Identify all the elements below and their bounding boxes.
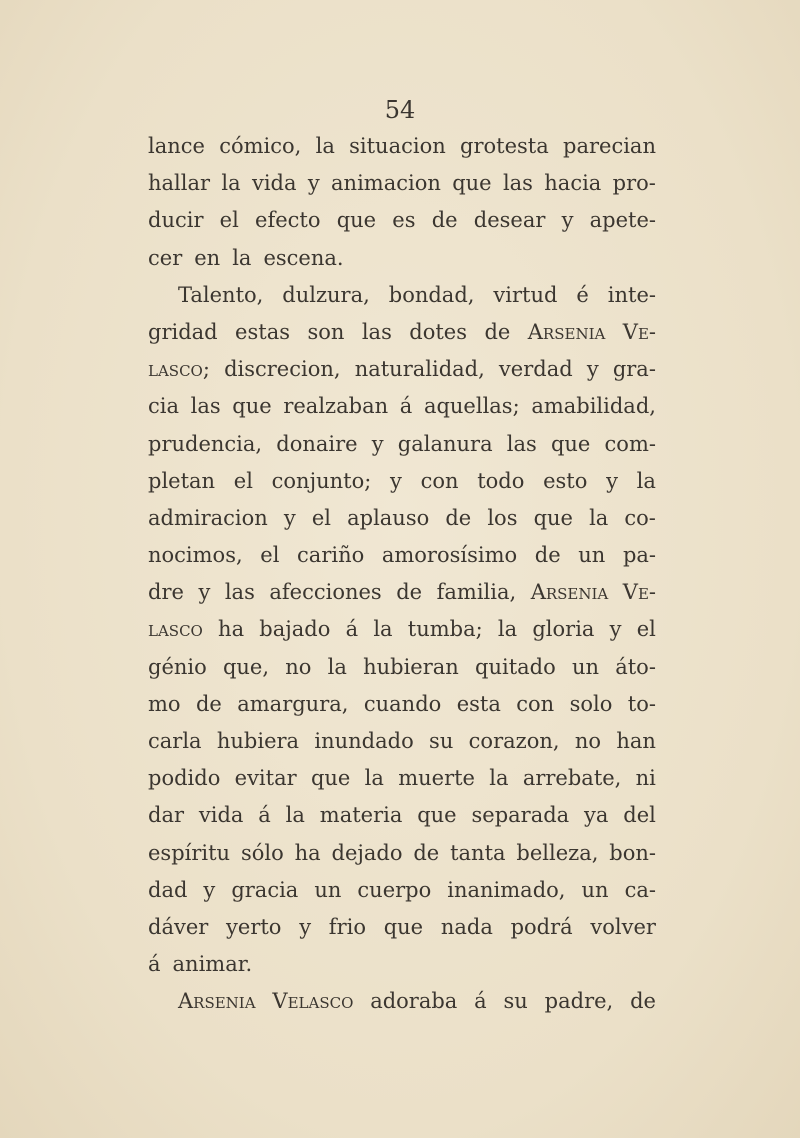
word: con [420,468,459,493]
word: dejado [331,840,403,865]
word: efecto [255,208,321,233]
word: familia, [436,580,517,605]
word: nada [440,914,493,939]
text-line [148,388,656,425]
text-line [148,314,656,351]
word: la [285,803,305,828]
word: co- [624,505,656,530]
word: el [233,468,253,493]
text-line [148,574,656,611]
word: yerto [226,914,282,939]
text-line [148,351,656,388]
word: y [307,171,320,196]
word: inanimado, [447,877,566,902]
word: pletan [148,468,216,493]
word: grotesta [460,134,549,158]
word: y [586,357,599,382]
word: é [576,282,589,307]
word: gloria [532,617,595,642]
word: Arsenia [527,319,606,344]
word: arrebate, [522,766,622,791]
word: pa- [622,543,656,568]
word: que [310,766,351,791]
word: materia [319,803,403,828]
text-line [148,686,656,723]
word: quitado [475,654,556,679]
text-line [148,909,656,946]
word: el [636,617,656,642]
word: un [578,543,606,568]
word: cuando [363,691,442,716]
word: lasco [148,617,203,642]
word: un [314,877,342,902]
word: de [445,505,472,530]
word: gridad [148,319,218,344]
word: desear [473,208,546,233]
word: que [383,914,424,939]
word: mo [148,691,181,716]
word: muerte [398,766,475,791]
text-line [148,760,656,797]
word: lance [148,134,205,158]
word: vida [198,803,244,828]
word: hallar [148,171,211,196]
word: realzaban [283,394,389,419]
word: amabilidad, [531,394,656,419]
word: de [630,989,656,1014]
word: donaire [276,431,358,456]
word: virtud [493,282,558,307]
word: amorosísimo [381,543,518,568]
text-line [148,128,656,165]
word: la [315,134,335,158]
word: y [198,580,211,605]
word: que [533,505,573,530]
word: áto- [615,654,656,679]
word: dre [148,580,184,605]
word: el [311,505,332,530]
word: de [431,208,458,233]
word: su [429,729,454,753]
word: y [299,914,312,939]
word: cuerpo [357,877,432,902]
word: animacion [331,171,441,196]
word: Velasco [272,989,354,1014]
word: bon- [609,840,656,865]
word: la [373,617,393,642]
word: podrá [510,914,573,939]
word: aplauso [347,505,430,530]
word: dulzura, [282,282,370,307]
word: Arsenia [530,580,609,605]
word: á [258,803,271,828]
word: en [194,245,221,270]
word: hubieran [363,654,459,679]
word: to- [627,691,656,716]
word: corazon, [468,729,560,753]
word: bajado [259,617,331,642]
word: el [260,543,280,568]
word: ha [294,840,321,865]
word: parecian [563,134,656,158]
word: y [390,468,402,493]
word: situacion [349,134,446,158]
word: afecciones [269,580,382,605]
word: la [232,245,252,270]
word: prudencia, [148,431,263,456]
word: admiracion [148,505,268,530]
word: com- [604,431,656,456]
word: gracia [231,877,299,902]
word: carla [148,729,202,753]
word: de [413,840,440,865]
text-line [148,983,656,1020]
word: naturalidad, [354,357,485,382]
word: un [581,877,609,902]
word: el [219,208,239,233]
text-line [148,723,656,760]
word: pro- [612,171,656,196]
word: podido [148,766,221,791]
word: nocimos, [148,543,243,568]
text-line [148,872,656,909]
word: las [506,431,537,456]
word: la [489,766,509,791]
word: evitar [234,766,297,791]
word: las [190,394,221,419]
word: á [345,617,359,642]
text-line [148,463,656,500]
word: apete- [589,208,656,233]
word: de [534,543,561,568]
word: la [589,505,609,530]
text-line [148,240,656,277]
word: bondad, [388,282,475,307]
word: no [574,729,602,753]
word: con [516,691,555,716]
word: escena. [263,245,344,270]
word: que [336,208,377,233]
word: de [396,580,423,605]
word: estas [235,319,290,344]
word: ya [584,803,609,828]
word: á [148,952,161,977]
word: son [307,319,345,344]
word: y [371,431,384,456]
word: los [487,505,518,530]
text-line [148,537,656,574]
word: animar. [172,952,253,977]
text-line [148,426,656,463]
word: dáver [148,914,209,939]
word: que [232,394,272,419]
word: todo [477,468,525,493]
word: discrecion, [224,357,341,382]
word: adoraba [370,989,458,1014]
word: lasco; [148,357,210,382]
word: las [224,580,255,605]
word: la [221,171,241,196]
word: volver [590,914,656,939]
word: Arsenia [178,989,256,1014]
word: ha [218,617,245,642]
word: cariño [297,543,365,568]
word: esta [456,691,501,716]
word: cómico, [219,134,302,158]
word: Ve- [622,580,656,605]
word: y [606,468,618,493]
word: separada [471,803,570,828]
word: cia [148,394,179,419]
word: y [283,505,296,530]
word: cer [148,245,183,270]
word: la [364,766,384,791]
word: belleza, [516,840,599,865]
text-line [148,797,656,834]
word: sólo [240,840,284,865]
word: tumba; [407,617,483,642]
text-line [148,946,656,983]
word: á [474,989,487,1014]
text-line [148,202,656,239]
word: vida [251,171,297,196]
text-line [148,165,656,202]
text-line [148,835,656,872]
word: tanta [450,840,506,865]
word: frio [328,914,366,939]
word: ca- [624,877,656,902]
word: Ve- [622,319,656,344]
word: amargura, [237,691,349,716]
word: ducir [148,208,204,233]
word: la [636,468,656,493]
word: las [502,171,533,196]
word: y [561,208,574,233]
word: del [623,803,656,828]
word: las [361,319,392,344]
word: que [417,803,457,828]
word: solo [569,691,613,716]
word: y [609,617,622,642]
word: no [285,654,312,679]
word: inte- [607,282,656,307]
word: inundado [314,729,414,753]
word: conjunto; [271,468,372,493]
word: y [203,877,216,902]
word: la [327,654,347,679]
word: hacia [544,171,602,196]
word: galanura [397,431,493,456]
text-line [148,277,656,314]
page-number: 54 [384,96,416,124]
word: padre, [544,989,614,1014]
word: un [571,654,600,679]
word: Talento, [178,282,264,307]
word: hubiera [216,729,300,753]
word: su [503,989,528,1014]
word: verdad [498,357,573,382]
word: que, [222,654,270,679]
word: dotes [409,319,468,344]
word: de [484,319,511,344]
word: que [550,431,591,456]
word: han [616,729,656,753]
word: á [399,394,413,419]
word: espíritu [148,840,231,865]
word: la [497,617,518,642]
text-line [148,500,656,537]
text-line [148,649,656,686]
word: esto [543,468,588,493]
word: dad [148,877,188,902]
body-text [148,128,656,1021]
text-line [148,611,656,648]
word: gra- [612,357,656,382]
word: génio [148,654,207,679]
word: aquellas; [423,394,520,419]
word: ni [635,766,656,791]
word: dar [148,803,185,828]
word: que [452,171,492,196]
word: de [195,691,222,716]
word: es [392,208,416,233]
